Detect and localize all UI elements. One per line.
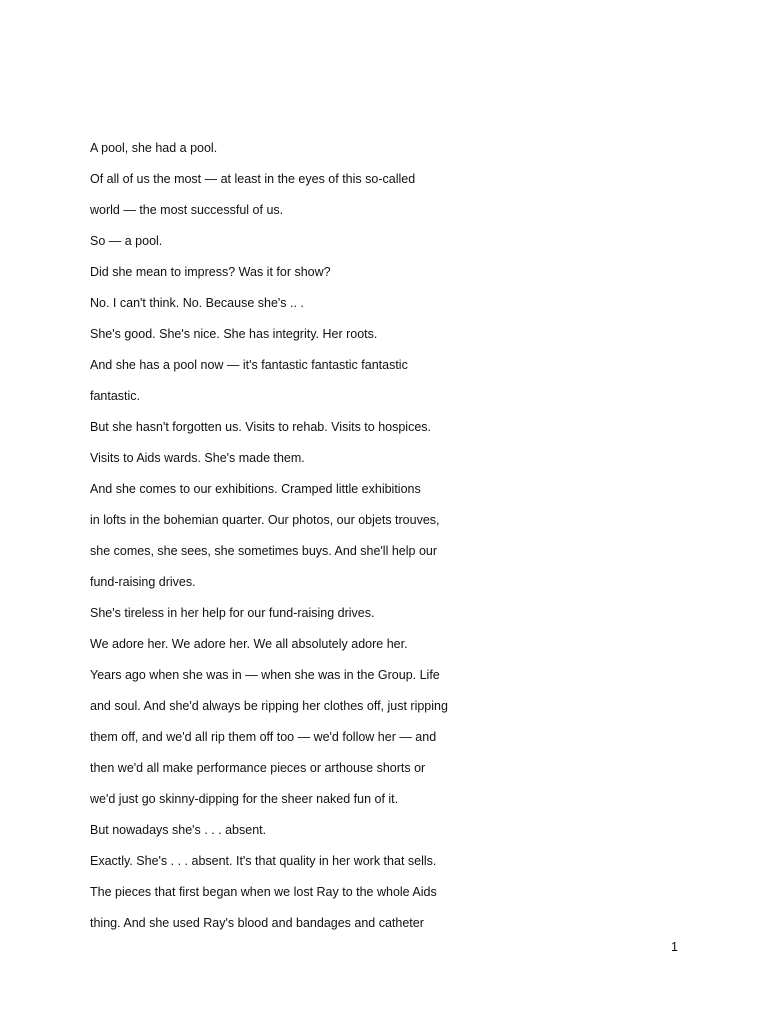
page-number: 1 [671,940,678,954]
text-line: Exactly. She's . . . absent. It's that quality in her work that sells. [90,854,437,868]
text-line: and soul. And she'd always be ripping her clothes off, just ripping [90,699,448,713]
text-line: She's tireless in her help for our fund-raising drives. [90,606,375,620]
text-line: we'd just go skinny-dipping for the sheer naked fun of it. [90,792,399,806]
document-body [90,138,690,944]
text-line: she comes, she sees, she sometimes buys. And she'll help our [90,544,438,558]
text-line: Years ago when she was in — when she was in the Group. Life [90,668,440,682]
text-line: thing. And she used Ray's blood and bandages and catheter [90,916,424,930]
text-line: Visits to Aids wards. She's made them. [90,451,305,465]
text-line: And she comes to our exhibitions. Cramped little exhibitions [90,482,421,496]
text-line: We adore her. We adore her. We all absolutely adore her. [90,637,408,651]
text-line: fantastic. [90,389,141,403]
text-line: world — the most successful of us. [90,203,284,217]
text-line: But nowadays she's . . . absent. [90,823,267,837]
text-line: Did she mean to impress? Was it for show? [90,265,331,279]
text-line: The pieces that first began when we lost Ray to the whole Aids [90,885,437,899]
text-line: No. I can't think. No. Because she's .. . [90,296,304,310]
text-line: A pool, she had a pool. [90,141,218,155]
text-line: Of all of us the most — at least in the eyes of this so-called [90,172,416,186]
text-line: And she has a pool now — it's fantastic fantastic fantastic [90,358,408,372]
text-line: them off, and we'd all rip them off too — we'd follow her — and [90,730,437,744]
text-line: But she hasn't forgotten us. Visits to rehab. Visits to hospices. [90,420,432,434]
text-line: then we'd all make performance pieces or arthouse shorts or [90,761,426,775]
text-line: She's good. She's nice. She has integrity. Her roots. [90,327,378,341]
text-line: fund-raising drives. [90,575,196,589]
text-line: in lofts in the bohemian quarter. Our photos, our objets trouves, [90,513,440,527]
text-line: So — a pool. [90,234,163,248]
